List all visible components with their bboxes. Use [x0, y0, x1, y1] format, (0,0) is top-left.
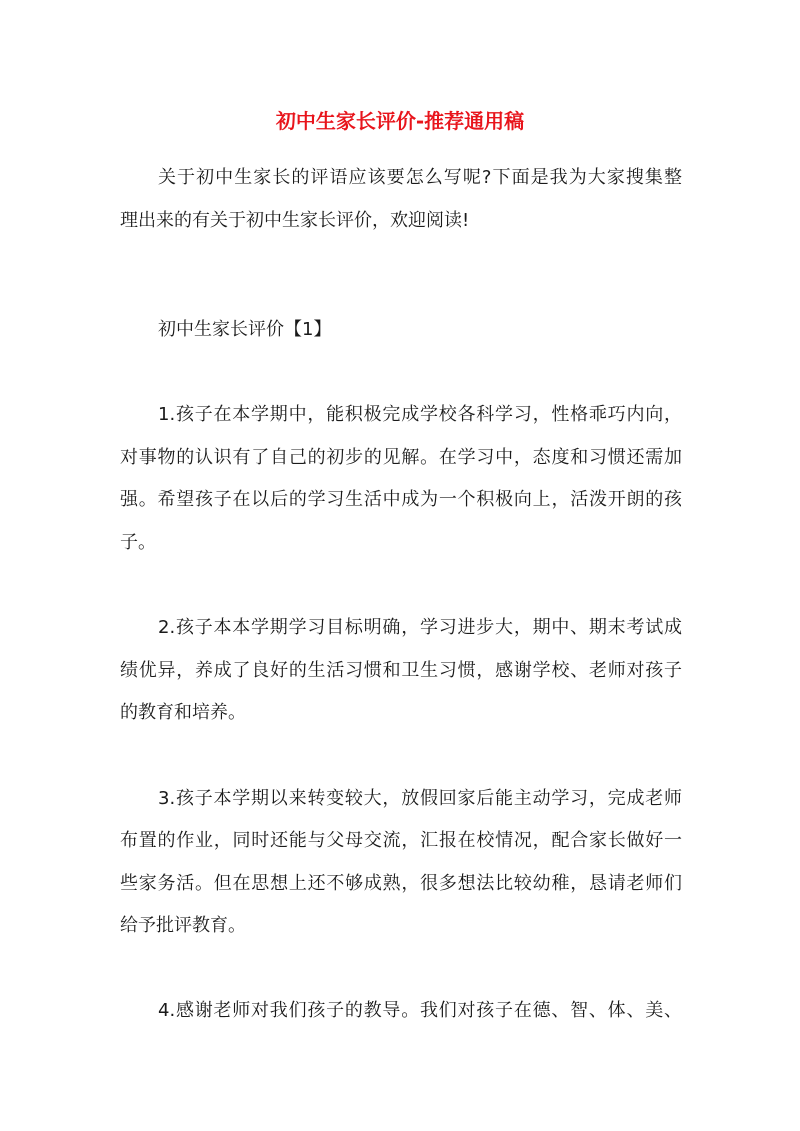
- text-line: 些家务活。但在思想上还不够成熟，很多想法比较幼稚，恳请老师们: [120, 872, 682, 894]
- text-line: 初中生家长评价【1】: [158, 318, 332, 340]
- text-line: 对事物的认识有了自己的初步的见解。在学习中，态度和习惯还需加: [120, 446, 682, 468]
- intro-paragraph: [120, 157, 682, 242]
- text-line: 子。: [120, 531, 156, 553]
- text-line: 2.孩子本本学期学习目标明确，学习进步大，期中、期末考试成: [158, 617, 682, 639]
- text-line: 3.孩子本学期以来转变较大，放假回家后能主动学习，完成老师: [158, 787, 682, 809]
- text-line: 的教育和培养。: [120, 702, 246, 724]
- text-line: 理出来的有关于初中生家长评价，欢迎阅读!: [120, 209, 470, 231]
- text-line: 布置的作业，同时还能与父母交流，汇报在校情况，配合家长做好一: [120, 830, 682, 852]
- text-line: 绩优异，养成了良好的生活习惯和卫生习惯，感谢学校、老师对孩子: [120, 659, 682, 681]
- section-heading: [120, 309, 682, 352]
- text-line: 给予批评教育。: [120, 915, 246, 937]
- document-title: 初中生家长评价-推荐通用稿: [275, 109, 525, 133]
- text-line: 关于初中生家长的评语应该要怎么写呢?下面是我为大家搜集整: [158, 167, 682, 188]
- text-line: 4.感谢老师对我们孩子的教导。我们对孩子在德、智、体、美、: [158, 1000, 682, 1022]
- paragraph: [120, 394, 682, 564]
- text-line: 1.孩子在本学期中，能积极完成学校各科学习，性格乖巧内向，: [158, 404, 682, 426]
- paragraph: [120, 607, 682, 735]
- paragraph: [120, 990, 682, 1033]
- document-body: [120, 157, 682, 1033]
- paragraph: [120, 778, 682, 948]
- text-line: 强。希望孩子在以后的学习生活中成为一个积极向上，活泼开朗的孩: [120, 489, 682, 511]
